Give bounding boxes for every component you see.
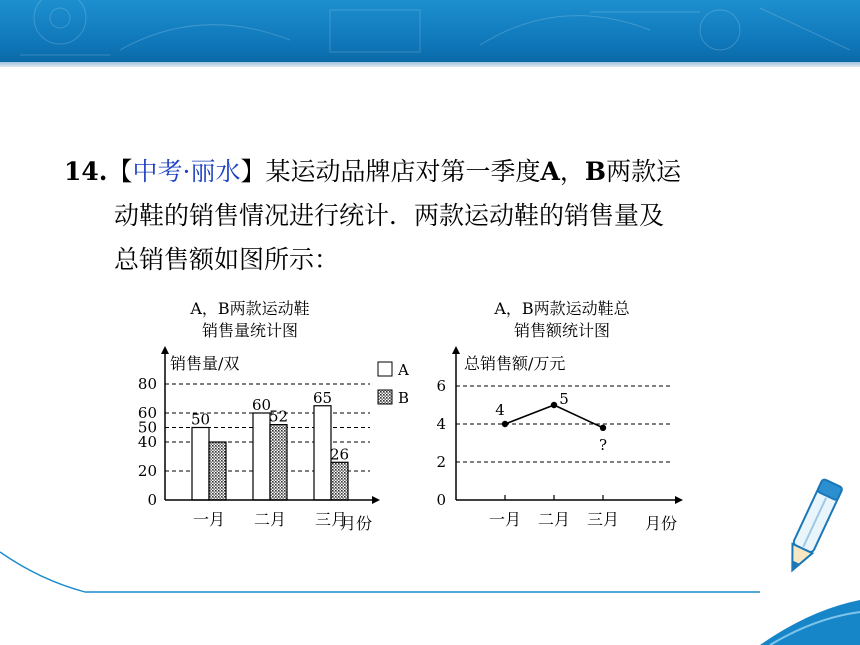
line-point (551, 402, 557, 408)
bar-chart-x-arrow (372, 496, 380, 504)
bar-chart-xlabel: 月份 (340, 514, 373, 533)
bar-chart-legend (378, 361, 409, 407)
line-value-label: 4 (495, 401, 505, 419)
problem-text-1d: B (584, 157, 607, 186)
line-category-label: 二月 (537, 510, 571, 529)
footer-decoration (0, 540, 860, 645)
legend-a-label: A (398, 361, 409, 379)
line-category-label: 一月 (488, 510, 522, 529)
bar-category-label: 三月 (314, 510, 348, 529)
legend-a-swatch (378, 362, 392, 376)
bar-value-label: 50 (190, 410, 211, 429)
footer-curve-line (0, 552, 760, 592)
line-chart-xlabel: 月份 (645, 514, 678, 533)
problem-line-1 (64, 150, 764, 194)
line-chart-y-arrow (452, 346, 460, 354)
source-bracket-open: 【 (107, 157, 133, 186)
problem-text-1e: 两款运 (606, 157, 682, 186)
bar-a (314, 406, 331, 500)
bar-b (331, 462, 348, 500)
source-bracket-close: 】 (240, 157, 266, 186)
problem-line-3: 总销售额如图所示： (114, 245, 340, 274)
pen-icon (770, 470, 850, 590)
line-chart-title-2: 销售额统计图 (513, 321, 611, 340)
bar-ytick-label: 20 (137, 462, 157, 480)
line-ytick-label: 0 (436, 491, 446, 509)
line-ytick-label: 2 (436, 453, 446, 471)
bar-value-label: 26 (329, 445, 350, 464)
problem-source: 中考·丽水 (132, 157, 241, 186)
problem-number: 14. (64, 157, 108, 186)
line-ytick-label: 6 (436, 377, 446, 395)
bar-ytick-label: 40 (137, 433, 157, 451)
line-category-label: 三月 (586, 510, 620, 529)
bar-chart-title-2: 销售量统计图 (201, 321, 299, 340)
bar-value-label: 65 (312, 388, 333, 407)
line-value-label: 5 (559, 390, 569, 408)
bar-b (270, 425, 287, 500)
bar-a (192, 428, 209, 501)
header-divider (0, 62, 860, 67)
legend-b-label: B (398, 389, 410, 407)
legend-b-swatch (378, 390, 392, 404)
bar-chart (137, 292, 440, 542)
bar-category-label: 二月 (253, 510, 287, 529)
bar-value-label: 52 (268, 407, 289, 426)
bar-chart-title-1: A，B两款运动鞋 (190, 299, 310, 318)
problem-text-1b: A (540, 157, 560, 186)
bar-ytick-label: 50 (137, 418, 157, 437)
bar-ytick-label: 60 (137, 404, 157, 422)
banner-decoration (0, 0, 860, 62)
problem-line-2: 动鞋的销售情况进行统计．两款运动鞋的销售量及 (114, 201, 665, 230)
line-ytick-label: 4 (436, 415, 446, 433)
bar-a (253, 413, 270, 500)
bar-chart-y-arrow (161, 346, 169, 354)
bar-value-label: 60 (251, 396, 272, 414)
line-point (502, 421, 508, 427)
header-banner (0, 0, 860, 62)
bar-category-label: 一月 (192, 510, 226, 529)
line-value-label: ? (598, 435, 608, 454)
bar-ytick-label: 80 (137, 375, 157, 393)
line-point (600, 425, 606, 431)
footer-corner-wave (760, 600, 860, 645)
line-chart-x-arrow (675, 496, 683, 504)
problem-text (64, 150, 764, 282)
bar-b (209, 442, 226, 500)
line-chart-ylabel: 总销售额/万元 (464, 354, 566, 373)
bar-chart-ylabel: 销售量/双 (170, 354, 240, 373)
problem-text-1c: ， (559, 157, 585, 186)
line-chart (420, 292, 710, 542)
line-chart-title-1: A，B两款运动鞋总 (494, 299, 630, 318)
bar-ytick-label: 0 (147, 491, 157, 509)
problem-text-1a: 某运动品牌店对第一季度 (265, 157, 541, 186)
